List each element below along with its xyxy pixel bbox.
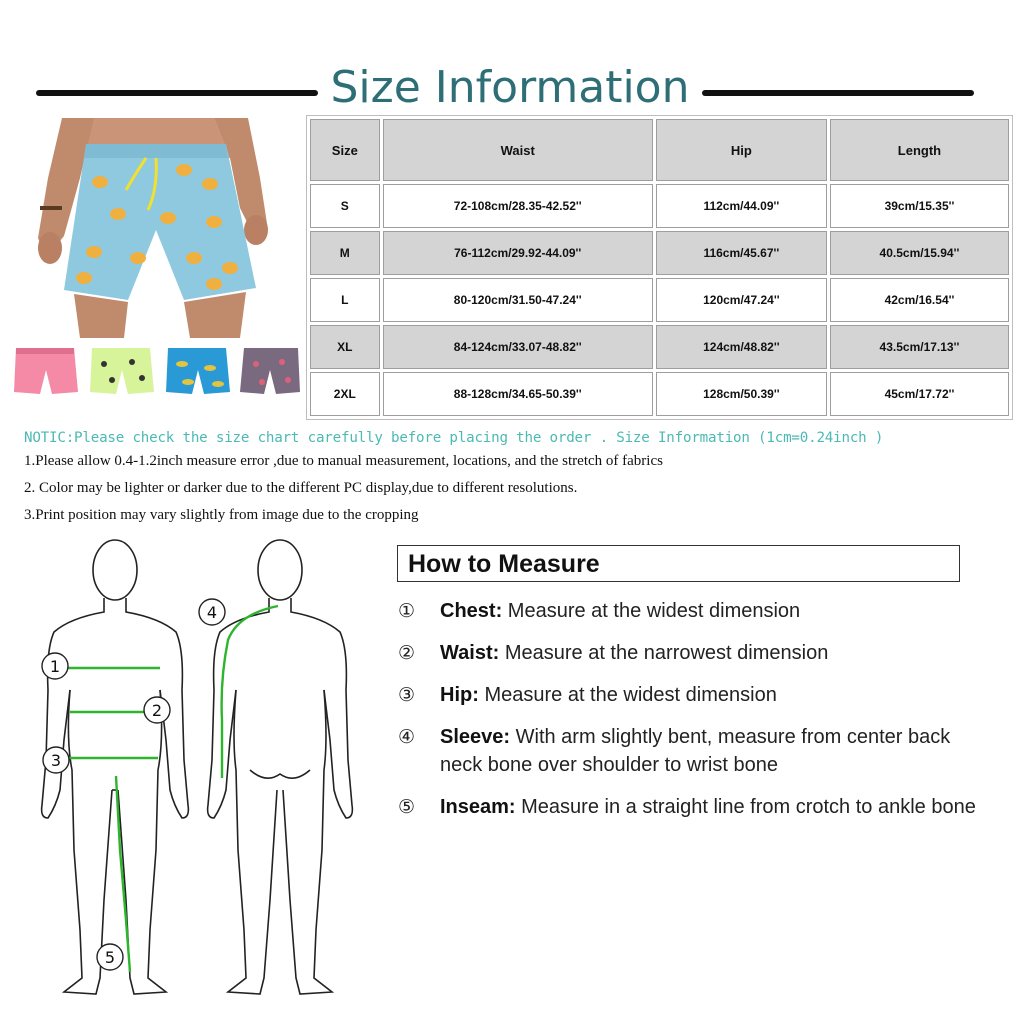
figure-label-4: 4 <box>206 603 218 622</box>
table-row <box>310 278 1009 322</box>
title-bar <box>0 60 1024 120</box>
size-notice: NOTIC:Please check the size chart carefully before placing the order . Size Information (1cm=0.24inch ) <box>24 430 884 446</box>
measure-label: Waist: <box>440 642 500 664</box>
figure-label-3: 3 <box>50 751 62 770</box>
cell-waist: 76-112cm/29.92-44.09'' <box>383 231 653 275</box>
cell-hip: 116cm/45.67'' <box>656 231 827 275</box>
cell-length: 45cm/17.72'' <box>830 372 1009 416</box>
cell-hip: 128cm/50.39'' <box>656 372 827 416</box>
cell-hip: 124cm/48.82'' <box>656 325 827 369</box>
cell-length: 42cm/16.54'' <box>830 278 1009 322</box>
cell-size: S <box>310 184 380 228</box>
figure-label-1: 1 <box>49 657 61 676</box>
measure-number: ⑤ <box>398 796 416 818</box>
measure-label: Inseam: <box>440 796 516 818</box>
cell-length: 39cm/15.35'' <box>830 184 1009 228</box>
back-measure-line <box>222 606 278 778</box>
color-thumbnails <box>12 342 302 398</box>
table-row <box>310 184 1009 228</box>
cell-length: 40.5cm/15.94'' <box>830 231 1009 275</box>
how-to-measure-header <box>397 545 960 582</box>
header-hip: Hip <box>656 119 827 181</box>
page-title: Size Information <box>330 62 690 113</box>
size-table <box>306 115 1013 420</box>
measure-number: ③ <box>398 684 416 706</box>
cell-size: M <box>310 231 380 275</box>
cell-size: 2XL <box>310 372 380 416</box>
title-rule-left <box>36 90 318 96</box>
measure-label: Hip: <box>440 684 479 706</box>
header-length: Length <box>830 119 1009 181</box>
measure-text: Measure in a straight line from crotch to ankle bone <box>515 796 976 818</box>
note-color: 2. Color may be lighter or darker due to the different PC display,due to different resolutions. <box>24 480 578 496</box>
measure-label: Chest: <box>440 600 503 622</box>
table-row <box>310 372 1009 416</box>
cell-waist: 88-128cm/34.65-50.39'' <box>383 372 653 416</box>
measurement-figures <box>0 530 380 1024</box>
cell-hip: 112cm/44.09'' <box>656 184 827 228</box>
measure-number: ④ <box>398 726 416 748</box>
cell-hip: 120cm/47.24'' <box>656 278 827 322</box>
note-measure-error: 1.Please allow 0.4-1.2inch measure error ,due to manual measurement, locations, and the stretch of fabrics <box>24 453 663 469</box>
measure-number: ② <box>398 642 416 664</box>
measure-text: Measure at the narrowest dimension <box>499 642 829 664</box>
back-body-outline <box>208 540 353 994</box>
cell-size: XL <box>310 325 380 369</box>
note-print-position: 3.Print position may vary slightly from image due to the cropping <box>24 507 419 523</box>
cell-size: L <box>310 278 380 322</box>
cell-waist: 72-108cm/28.35-42.52'' <box>383 184 653 228</box>
header-waist: Waist <box>383 119 653 181</box>
thumbnail-purple <box>240 348 300 394</box>
title-rule-right <box>702 90 974 96</box>
cell-waist: 84-124cm/33.07-48.82'' <box>383 325 653 369</box>
thumbnail-pink <box>14 348 78 394</box>
how-to-measure-title: How to Measure <box>408 550 600 578</box>
product-photo <box>34 118 270 338</box>
measure-label: Sleeve: <box>440 726 511 748</box>
figure-label-5: 5 <box>104 948 116 967</box>
thumbnail-blue <box>166 348 230 394</box>
table-row <box>310 231 1009 275</box>
measure-text: Measure at the widest dimension <box>502 600 801 622</box>
thumbnail-lime <box>90 348 154 394</box>
measure-text: Measure at the widest dimension <box>478 684 777 706</box>
measure-text: With arm slightly bent, measure from center back neck bone over shoulder to wrist bone <box>440 726 951 776</box>
measure-number: ① <box>398 600 416 622</box>
figure-label-2: 2 <box>151 701 163 720</box>
table-row <box>310 325 1009 369</box>
cell-length: 43.5cm/17.13'' <box>830 325 1009 369</box>
table-header-row <box>310 119 1009 181</box>
header-size: Size <box>310 119 380 181</box>
cell-waist: 80-120cm/31.50-47.24'' <box>383 278 653 322</box>
